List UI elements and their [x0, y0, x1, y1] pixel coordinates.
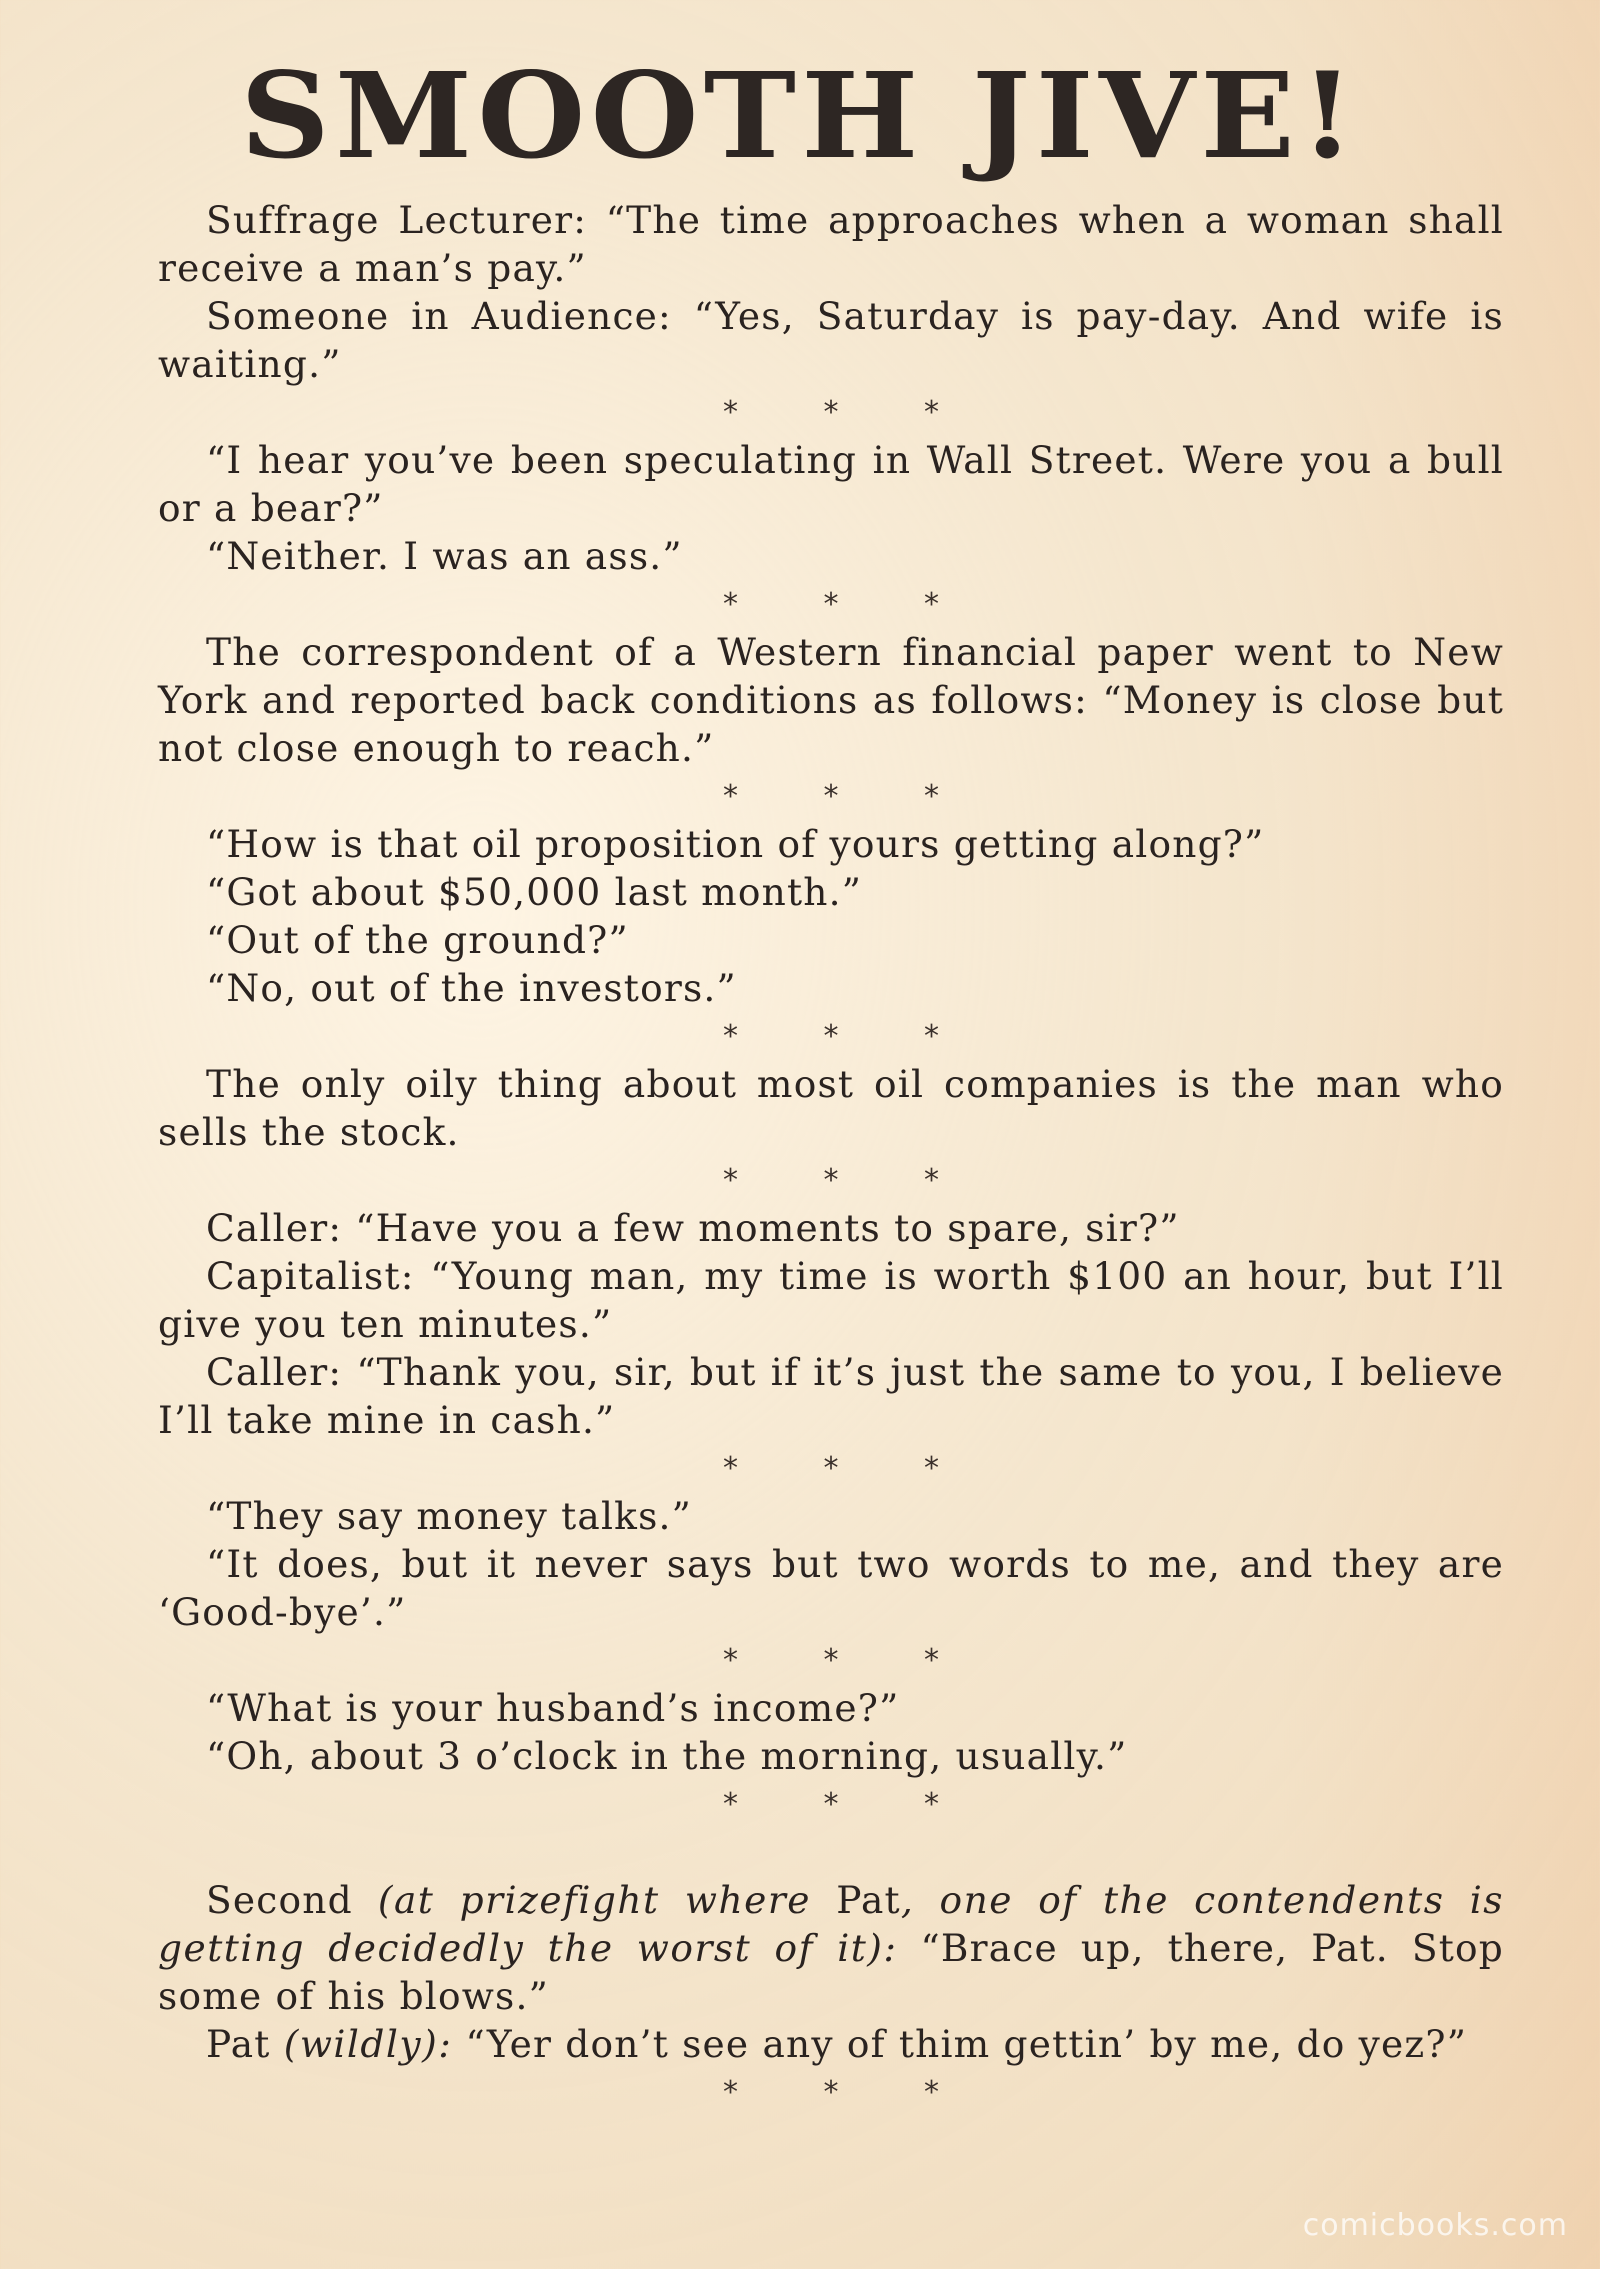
joke-line: “How is that oil proposition of yours getting along?” — [206, 822, 1265, 866]
joke-line: The correspondent of a Western financial paper went to New York and reported back conditions as follows: “Money is close but not close enough to reach.” — [158, 630, 1504, 770]
joke-line: “They say money talks.” — [206, 1494, 693, 1538]
stage-direction: (at prizefight where — [377, 1878, 837, 1922]
separator: * * * — [722, 1451, 978, 1486]
joke-line: “Got about $50,000 last month.” — [206, 870, 863, 914]
separator: * * * — [722, 587, 978, 622]
joke — [158, 1876, 1504, 2068]
joke-line — [158, 2020, 1504, 2068]
joke — [158, 820, 1504, 1012]
stage-direction: , one of the contendents is getting decidedly the worst of it): — [158, 1878, 1504, 1970]
speaker: Pat — [206, 2022, 284, 2066]
separator: * * * — [722, 1787, 978, 1822]
joke-line: Caller: “Have you a few moments to spare, sir?” — [206, 1206, 1180, 1250]
joke — [158, 1060, 1504, 1156]
joke-line: “Neither. I was an ass.” — [206, 534, 683, 578]
separator: * * * — [722, 1643, 978, 1678]
joke-line: “Oh, about 3 o’clock in the morning, usually.” — [206, 1734, 1128, 1778]
joke — [158, 1492, 1504, 1636]
speaker: Second — [206, 1878, 378, 1922]
joke-line — [158, 1876, 1504, 2020]
spacer — [158, 1828, 1504, 1876]
stage-direction: (wildly): — [283, 2022, 453, 2066]
joke-line: The only oily thing about most oil companies is the man who sells the stock. — [158, 1062, 1504, 1154]
watermark: comicbooks.com — [1302, 2208, 1568, 2243]
jokes-column — [158, 196, 1504, 2116]
joke-line: Caller: “Thank you, sir, but if it’s just the same to you, I believe I’ll take mine in cash.” — [158, 1350, 1504, 1442]
name: Pat — [836, 1878, 901, 1922]
separator: * * * — [722, 395, 978, 430]
joke-line: Someone in Audience: “Yes, Saturday is pay-day. And wife is waiting.” — [158, 294, 1504, 386]
joke-line: Suffrage Lecturer: “The time approaches when a woman shall receive a man’s pay.” — [158, 198, 1504, 290]
joke-line: “No, out of the investors.” — [206, 966, 737, 1010]
page-title: SMOOTH JIVE! — [240, 46, 1360, 185]
separator: * * * — [722, 2075, 978, 2110]
joke — [158, 628, 1504, 772]
separator: * * * — [722, 1019, 978, 1054]
separator: * * * — [722, 1163, 978, 1198]
joke — [158, 1684, 1504, 1780]
joke-line: “Out of the ground?” — [206, 918, 629, 962]
joke — [158, 1204, 1504, 1444]
joke-line: “I hear you’ve been speculating in Wall Street. Were you a bull or a bear?” — [158, 438, 1504, 530]
joke — [158, 436, 1504, 580]
joke-line: “What is your husband’s income?” — [206, 1686, 900, 1730]
joke-line: Capitalist: “Young man, my time is worth $100 an hour, but I’ll give you ten minutes.” — [158, 1254, 1504, 1346]
separator: * * * — [722, 779, 978, 814]
quote: “Brace up, there, Pat. Stop some of his blows.” — [158, 1926, 1505, 2018]
joke-line: “It does, but it never says but two words to me, and they are ‘Good-bye’.” — [158, 1542, 1504, 1634]
joke — [158, 196, 1504, 388]
quote: “Yer don’t see any of thim gettin’ by me, do yez?” — [452, 2022, 1468, 2066]
